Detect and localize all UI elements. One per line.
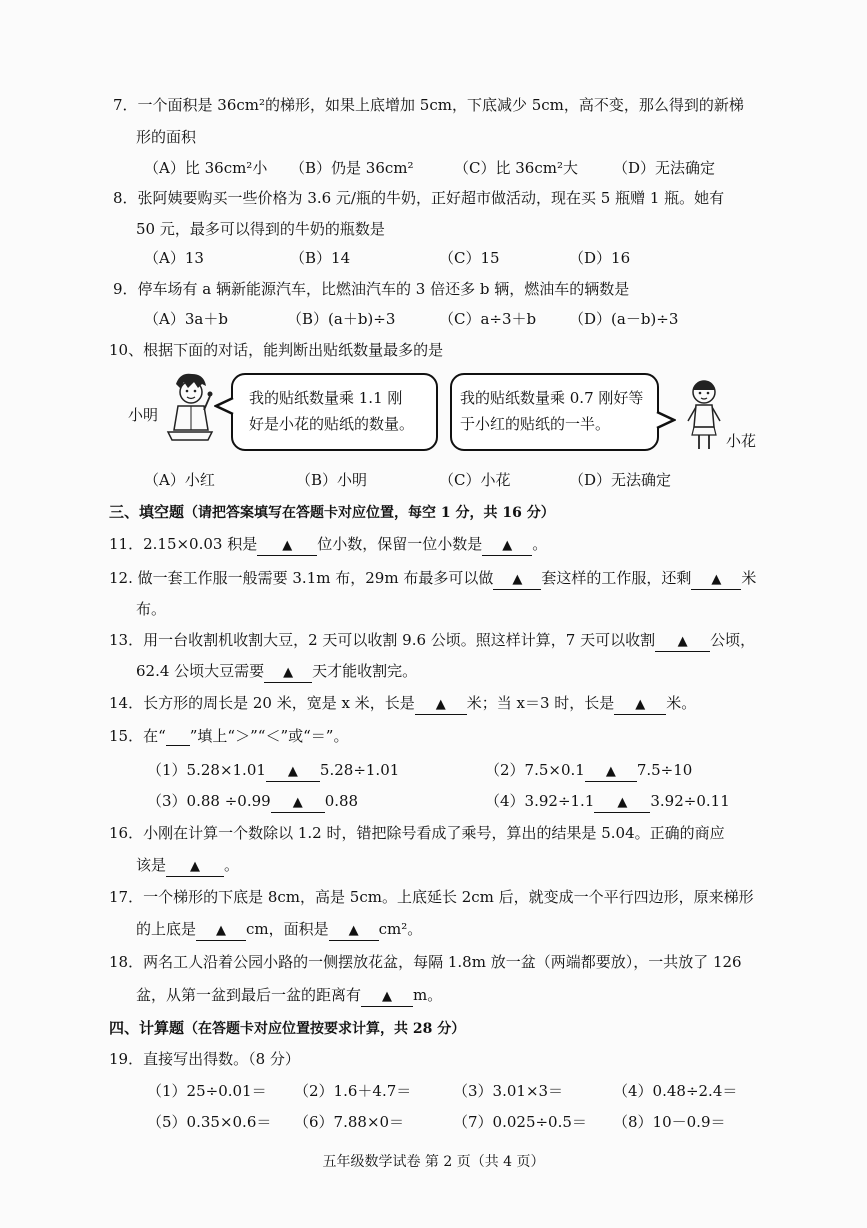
question-17-cont [136, 919, 422, 941]
girl-figure-icon [682, 377, 726, 453]
q12-text-a: 12. 做一套工作服一般需要 3.1m 布，29m 布最多可以做 [109, 569, 494, 587]
q15-item-1-blank[interactable] [266, 761, 320, 782]
blank-marker-icon: ▲ [382, 989, 393, 1004]
q11-blank-2[interactable] [482, 535, 532, 556]
q19-item-7: （7）0.025÷0.5＝ [453, 1113, 587, 1131]
question-17: 17．一个梯形的下底是 8cm，高是 5cm。上底延长 2cm 后，就变成一个平行四边形，原来梯形 [109, 888, 754, 906]
q18-text-b: m。 [413, 986, 443, 1004]
section-3-title: 三、填空题 [109, 503, 185, 521]
page-footer: 五年级数学试卷 第 2 页（共 4 页） [322, 1154, 545, 1170]
question-18-cont [136, 985, 442, 1007]
q12-blank-2[interactable] [691, 569, 741, 590]
question-12 [109, 568, 756, 590]
q15-item-2-right: 7.5÷10 [636, 761, 693, 779]
question-7-text: 7．一个面积是 36cm²的梯形，如果上底增加 5cm，下底减少 5cm，高不变，那么得到的新梯 [113, 96, 744, 114]
section-4-title: 四、计算题 [109, 1019, 185, 1037]
q15-item-2-blank[interactable] [585, 761, 637, 782]
blank-marker-icon: ▲ [282, 538, 293, 553]
xiaohua-name: 小花 [726, 432, 757, 450]
q19-item-8: （8）10－0.9＝ [613, 1113, 726, 1131]
xiaoming-speech-bubble [231, 373, 438, 451]
section-3-note: （请把答案填写在答题卡对应位置，每空 1 分，共 16 分） [184, 505, 555, 521]
question-8-text: 8．张阿姨要购买一些价格为 3.6 元/瓶的牛奶，正好超市做活动，现在买 5 瓶赠 1 瓶。她有 [113, 189, 725, 207]
q13-text-a: 13．用一台收割机收割大豆，2 天可以收割 9.6 公顷。照这样计算，7 天可以收割 [109, 631, 656, 649]
q16-text-a: 该是 [136, 856, 167, 874]
q15-item-4-blank[interactable] [594, 792, 650, 813]
q9-option-b: （B）(a＋b)÷3 [287, 310, 396, 328]
q7-option-a: （A）比 36cm²小 [144, 159, 268, 177]
q19-item-5: （5）0.35×0.6＝ [147, 1113, 272, 1131]
q15-item-3-left: （3）0.88 ÷0.99 [147, 792, 271, 810]
q8-option-a: （A）13 [144, 249, 204, 267]
q19-item-6: （6）7.88×0＝ [294, 1113, 405, 1131]
q19-item-1: （1）25÷0.01＝ [147, 1082, 267, 1100]
q15-item-4-right: 3.92÷0.11 [650, 792, 730, 810]
question-7-text-cont: 形的面积 [136, 128, 197, 146]
bubble-tail-left [214, 396, 234, 416]
bubble-tail-right [656, 410, 676, 430]
q14-text-c: 米。 [666, 694, 697, 712]
blank-marker-icon: ▲ [502, 538, 513, 553]
q9-option-d: （D）(a－b)÷3 [569, 310, 679, 328]
xiaoming-speech-line-1: 我的贴纸数量乘 1.1 刚 [249, 389, 403, 407]
blank-marker-icon: ▲ [283, 665, 294, 680]
blank-marker-icon: ▲ [348, 923, 359, 938]
blank-marker-icon: ▲ [677, 634, 688, 649]
q15-item-2 [485, 760, 692, 782]
q19-item-2: （2）1.6＋4.7＝ [294, 1082, 412, 1100]
q15-sample-blank [166, 727, 190, 746]
q19-item-3: （3）3.01×3＝ [453, 1082, 564, 1100]
q17-blank-2[interactable] [329, 920, 379, 941]
question-14 [109, 693, 696, 715]
xiaoming-speech-line-2: 好是小花的贴纸的数量。 [249, 415, 415, 433]
q15-item-4 [485, 791, 730, 813]
q11-text-c: 。 [532, 535, 548, 553]
q11-text-a: 11．2.15×0.03 积是 [109, 535, 258, 553]
q17-blank-1[interactable] [196, 920, 246, 941]
q8-option-d: （D）16 [569, 249, 631, 267]
q12-blank-1[interactable] [493, 569, 541, 590]
question-11 [109, 534, 547, 556]
question-12-cont: 布。 [136, 600, 167, 618]
q9-option-c: （C）a÷3＋b [439, 310, 537, 328]
q10-option-a: （A）小红 [144, 471, 215, 489]
q15-item-3-blank[interactable] [271, 792, 325, 813]
section-4-heading [109, 1018, 465, 1039]
section-4-note: （在答题卡对应位置按要求计算，共 28 分） [184, 1021, 466, 1037]
q8-option-b: （B）14 [290, 249, 351, 267]
q17-text-b: cm，面积是 [246, 920, 329, 938]
blank-marker-icon: ▲ [605, 764, 616, 779]
q9-option-a: （A）3a＋b [144, 310, 228, 328]
q10-option-b: （B）小明 [296, 471, 368, 489]
q13-text-d: 天才能收割完。 [312, 662, 418, 680]
blank-marker-icon: ▲ [216, 923, 227, 938]
q10-option-c: （C）小花 [439, 471, 511, 489]
q11-text-b: 位小数，保留一位小数是 [317, 535, 483, 553]
blank-marker-icon: ▲ [512, 572, 523, 587]
q14-blank-2[interactable] [614, 694, 666, 715]
q13-text-c: 62.4 公顷大豆需要 [136, 662, 265, 680]
blank-marker-icon: ▲ [635, 697, 646, 712]
blank-marker-icon: ▲ [292, 795, 303, 810]
q18-blank[interactable] [361, 986, 413, 1007]
q7-option-c: （C）比 36cm²大 [454, 159, 578, 177]
question-19: 19．直接写出得数。（8 分） [109, 1050, 300, 1068]
q12-text-c: 米 [741, 569, 757, 587]
q19-item-4: （4）0.48÷2.4＝ [613, 1082, 738, 1100]
q16-blank[interactable] [166, 856, 224, 877]
q13-blank-2[interactable] [264, 662, 312, 683]
q15-item-4-left: （4）3.92÷1.1 [485, 792, 595, 810]
section-3-heading [109, 502, 555, 523]
q15-text-b: ”填上“＞”“＜”或“＝”。 [189, 727, 349, 745]
question-10-text: 10、根据下面的对话，能判断出贴纸数量最多的是 [109, 341, 444, 359]
xiaohua-speech-line-2: 于小红的贴纸的一半。 [460, 415, 611, 433]
q14-text-b: 米；当 x＝3 时，长是 [466, 694, 615, 712]
xiaohua-speech-line-1: 我的贴纸数量乘 0.7 刚好等 [460, 389, 644, 407]
blank-marker-icon: ▲ [435, 697, 446, 712]
boy-figure-icon [162, 370, 214, 444]
blank-marker-icon: ▲ [190, 859, 201, 874]
question-13-cont [136, 661, 417, 683]
q18-text-a: 盆，从第一盆到最后一盆的距离有 [136, 986, 362, 1004]
q14-text-a: 14．长方形的周长是 20 米，宽是 x 米，长是 [109, 694, 415, 712]
q17-text-c: cm²。 [378, 920, 423, 938]
q10-option-d: （D）无法确定 [569, 471, 672, 489]
question-16-cont [136, 855, 239, 877]
blank-marker-icon: ▲ [617, 795, 628, 810]
q15-item-2-left: （2）7.5×0.1 [485, 761, 585, 779]
q12-text-b: 套这样的工作服，还剩 [541, 569, 692, 587]
xiaoming-name: 小明 [128, 406, 159, 424]
q14-blank-1[interactable] [415, 694, 467, 715]
q11-blank-1[interactable] [257, 535, 317, 556]
question-13 [109, 630, 755, 652]
q7-option-b: （B）仍是 36cm² [290, 159, 414, 177]
blank-marker-icon: ▲ [287, 764, 298, 779]
question-9-text: 9．停车场有 a 辆新能源汽车，比燃油汽车的 3 倍还多 b 辆，燃油车的辆数是 [113, 280, 630, 298]
q7-option-d: （D）无法确定 [613, 159, 716, 177]
q15-item-1 [147, 760, 399, 782]
q17-text-a: 的上底是 [136, 920, 197, 938]
q13-text-b: 公顷， [710, 631, 756, 649]
xiaohua-speech-bubble [450, 373, 659, 451]
q8-option-c: （C）15 [439, 249, 500, 267]
blank-marker-icon: ▲ [711, 572, 722, 587]
q15-text-a: 15．在“ [109, 727, 166, 745]
q15-item-3 [147, 791, 358, 813]
question-8-text-cont: 50 元，最多可以得到的牛奶的瓶数是 [136, 220, 385, 238]
question-16: 16．小刚在计算一个数除以 1.2 时，错把除号看成了乘号，算出的结果是 5.04。正确的商应 [109, 824, 725, 842]
q15-item-1-right: 5.28÷1.01 [319, 761, 400, 779]
question-15 [109, 726, 348, 746]
q15-item-1-left: （1）5.28×1.01 [147, 761, 266, 779]
q13-blank-1[interactable] [655, 631, 710, 652]
q16-text-b: 。 [224, 856, 240, 874]
q15-item-3-right: 0.88 [324, 792, 359, 810]
question-18: 18．两名工人沿着公园小路的一侧摆放花盆，每隔 1.8m 放一盆（两端都要放），一共放了 126 [109, 953, 742, 971]
